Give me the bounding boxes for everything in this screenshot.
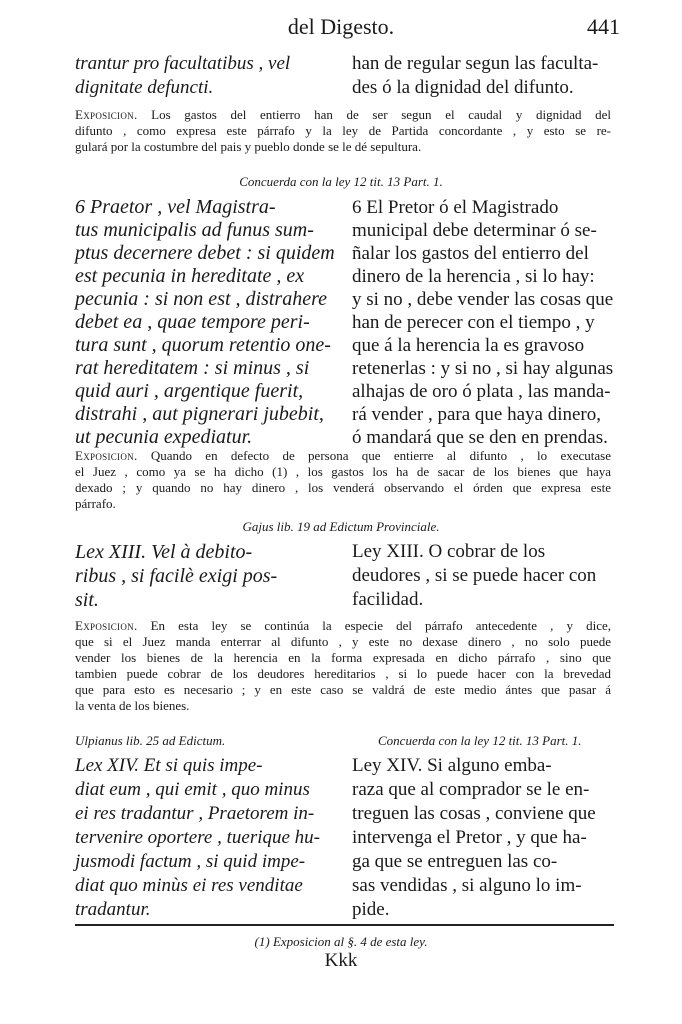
- spanish-line: retenerlas : y si no , si hay algunas: [352, 358, 614, 379]
- spanish-line: han de regular segun las faculta-: [352, 53, 599, 74]
- exposicion-label: Exposicion.: [75, 448, 138, 463]
- spanish-line: ñalar los gastos del entierro del: [352, 243, 589, 264]
- spanish-line: Ley XIII. O cobrar de los: [352, 541, 546, 562]
- latin-line: dignitate defuncti.: [75, 77, 214, 98]
- latin-line: Lex XIII. Vel à debito-: [75, 541, 253, 563]
- spanish-line: treguen las cosas , conviene que: [352, 803, 596, 824]
- latin-line: Lex XIV. Et si quis impe-: [75, 755, 263, 776]
- latin-line: ut pecunia expediatur.: [75, 426, 253, 448]
- exposicion-text: tambien puede cobrar de los deudores hereditarios , si lo puede hacer con la brevedad: [75, 666, 611, 681]
- latin-line: ptus decernere debet : si quidem: [75, 242, 335, 264]
- spanish-line: ga que se entreguen las co-: [352, 851, 558, 872]
- exposicion-text: la venta de los bienes.: [75, 698, 190, 713]
- latin-column-lex-13: [75, 540, 337, 612]
- exposicion-text: vender los bienes de la herencia en la forma expresada en dicho párrafo , sino que: [75, 650, 611, 665]
- exposicion-text: En esta ley se continúa la especie del párrafo antecedente , y dice,: [137, 618, 611, 633]
- spanish-line: Ley XIV. Si alguno emba-: [352, 755, 552, 776]
- exposicion-text: párrafo.: [75, 496, 116, 511]
- exposicion-label: Exposicion.: [75, 618, 138, 633]
- latin-line: tervenire oportere , tuerique hu-: [75, 827, 320, 848]
- exposicion-text: que para esto es necesario ; y en este caso se valdrá de este medio ántes que pasar á: [75, 682, 611, 697]
- page-number: 441: [587, 14, 620, 39]
- exposicion-label: Exposicion.: [75, 107, 138, 122]
- exposicion-1: [75, 107, 611, 155]
- latin-line: diat quo minùs ei res venditae: [75, 875, 303, 896]
- running-title: del Digesto.: [287, 14, 395, 39]
- latin-line: debet ea , quae tempore peri-: [75, 311, 310, 333]
- spanish-line: y si no , debe vender las cosas que: [352, 289, 614, 310]
- latin-line: distrahi , aut pignerari jubebit,: [75, 403, 324, 425]
- exposicion-text: Los gastos del entierro han de ser segun el caudal y dignidad del: [137, 107, 611, 122]
- latin-column-lex-14: [75, 754, 337, 922]
- running-head: [0, 14, 682, 44]
- latin-line: sit.: [75, 589, 99, 611]
- spanish-line: pide.: [352, 899, 390, 920]
- spanish-line: rá vender , para que haya dinero,: [352, 404, 601, 425]
- spanish-line: des ó la dignidad del difunto.: [352, 77, 574, 98]
- latin-line: ribus , si facilè exigi pos-: [75, 565, 278, 587]
- spanish-line: han de perecer con el tiempo , y: [352, 312, 595, 333]
- exposicion-text: el Juez , como ya se ha dicho (1) , los gastos los ha de sacar de los bienes que haya: [75, 464, 611, 479]
- latin-column-section-6: [75, 196, 337, 449]
- exposicion-text: difunto , como expresa este párrafo y la ley de Partida concordante , y esto se re-: [75, 123, 611, 138]
- signature-mark: Kkk: [324, 950, 358, 971]
- latin-line: tus municipalis ad funus sum-: [75, 219, 314, 241]
- spanish-line: intervenga el Pretor , y que ha-: [352, 827, 587, 848]
- latin-line: tradantur.: [75, 899, 151, 920]
- spanish-line: facilidad.: [352, 589, 424, 610]
- latin-column-top: [75, 52, 337, 100]
- latin-line: trantur pro facultatibus , vel: [75, 53, 291, 74]
- exposicion-text: que si el Juez manda enterrar al difunto , y este no dexase dinero , no solo puede: [75, 634, 611, 649]
- spanish-line: 6 El Pretor ó el Magistrado: [352, 197, 559, 218]
- spanish-line: dinero de la herencia , si lo hay:: [352, 266, 595, 287]
- exposicion-text: dexado ; y quando no hay dinero , los venderá observando el órden que expresa este: [75, 480, 611, 495]
- exposicion-3: [75, 618, 611, 714]
- latin-line: est pecunia in hereditate , ex: [75, 265, 305, 287]
- spanish-column-top: [352, 52, 614, 100]
- spanish-line: municipal debe determinar ó se-: [352, 220, 597, 241]
- latin-line: ei res tradantur , Praetorem in-: [75, 803, 315, 824]
- source-gajus: Gajus lib. 19 ad Edictum Provinciale.: [242, 519, 440, 534]
- spanish-line: ó mandará que se den en prendas.: [352, 427, 608, 448]
- exposicion-text: gulará por la costumbre del pais y pueblo donde se le dé sepultura.: [75, 139, 422, 154]
- footnote-rule: [75, 924, 614, 926]
- spanish-line: que á la herencia la es gravoso: [352, 335, 585, 356]
- latin-line: quid auri , argentique fuerit,: [75, 380, 304, 402]
- exposicion-text: Quando en defecto de persona que entierre al difunto , lo executase: [137, 448, 611, 463]
- latin-line: pecunia : si non est , distrahere: [75, 288, 328, 310]
- latin-line: diat eum , qui emit , quo minus: [75, 779, 310, 800]
- concordance-note-1: Concuerda con la ley 12 tit. 13 Part. 1.: [239, 174, 443, 189]
- spanish-line: raza que al comprador se le en-: [352, 779, 590, 800]
- latin-line: tura sunt , quorum retentio one-: [75, 334, 331, 356]
- concordance-note-2: Concuerda con la ley 12 tit. 13 Part. 1.: [378, 733, 582, 748]
- spanish-line: sas vendidas , si alguno lo im-: [352, 875, 582, 896]
- spanish-column-section-6: [352, 196, 614, 449]
- exposicion-2: [75, 448, 611, 512]
- footnote: (1) Exposicion al §. 4 de esta ley.: [254, 934, 428, 949]
- latin-line: jusmodi factum , si quid impe-: [75, 851, 306, 872]
- spanish-line: alhajas de oro ó plata , las manda-: [352, 381, 611, 402]
- latin-line: rat hereditatem : si minus , si: [75, 357, 310, 379]
- spanish-column-lex-13: [352, 540, 614, 612]
- spanish-line: deudores , si se puede hacer con: [352, 565, 597, 586]
- spanish-column-lex-14: [352, 754, 614, 922]
- latin-line: 6 Praetor , vel Magistra-: [75, 196, 276, 218]
- source-ulpianus: Ulpianus lib. 25 ad Edictum.: [75, 733, 226, 748]
